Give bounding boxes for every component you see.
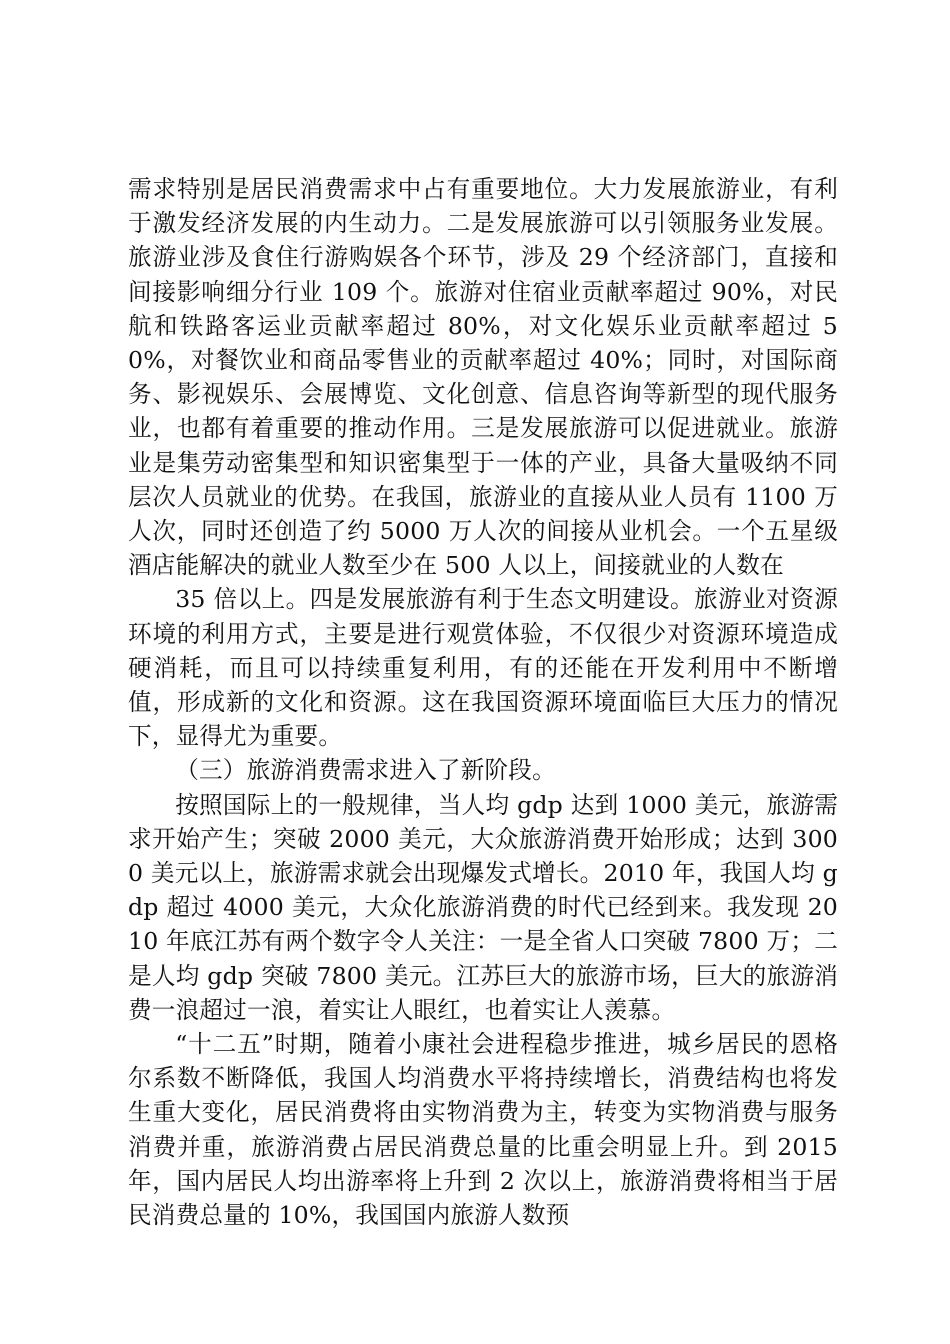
paragraph-continued: 需求特别是居民消费需求中占有重要地位。大力发展旅游业，有利于激发经济发展的内生动力。二是发展旅游可以引领服务业发展。旅游业涉及食住行游购娱各个环节，涉及 29 个经济部门，直接和间接影响细分行业 109 个。旅游对住宿业贡献率超过 90%，对民航和铁路客运业贡献率超过 80%，对文化娱乐业贡献率超过 50%，对餐饮业和商品零售业的贡献率超过 40%；同时，对国际商务、影视娱乐、会展博览、文化创意、信息咨询等新型的现代服务业，也都有着重要的推动作用。三是发展旅游可以促进就业。旅游业是集劳动密集型和知识密集型于一体的产业，具备大量吸纳不同层次人员就业的优势。在我国，旅游业的直接从业人员有 1100 万人次，同时还创造了约 5000 万人次的间接从业机会。一个五星级酒店能解决的就业人数至少在 500 人以上，间接就业的人数在 bbox=[128, 175, 838, 580]
section-heading: （三）旅游消费需求进入了新阶段。 bbox=[175, 756, 556, 785]
paragraph-gdp-rule: 按照国际上的一般规律，当人均 gdp 达到 1000 美元，旅游需求开始产生；突破 2000 美元，大众旅游消费开始形成；达到 3000 美元以上，旅游需求就会出现爆发式增长。2010 年，我国人均 gdp 超过 4000 美元，大众化旅游消费的时代已经到来。我发现 2010 年底江苏有两个数字令人关注：一是全省人口突破 7800 万；二是人均 gdp 突破 7800 美元。江苏巨大的旅游市场，巨大的旅游消费一浪超过一浪，着实让人眼红，也着实让人羡慕。 bbox=[128, 790, 838, 1024]
paragraph-twelfth-five-year: “十二五”时期，随着小康社会进程稳步推进，城乡居民的恩格尔系数不断降低，我国人均消费水平将持续增长，消费结构也将发生重大变化，居民消费将由实物消费为主，转变为实物消费与服务消费并重，旅游消费占居民消费总量的比重会明显上升。到 2015 年，国内居民人均出游率将上升到 2 次以上，旅游消费将相当于居民消费总量的 10%，我国国内旅游人数预 bbox=[128, 1030, 838, 1230]
paragraph-ecology: 35 倍以上。四是发展旅游有利于生态文明建设。旅游业对资源环境的利用方式，主要是进行观赏体验，不仅很少对资源环境造成硬消耗，而且可以持续重复利用，有的还能在开发利用中不断增值，形成新的文化和资源。这在我国资源环境面临巨大压力的情况下，显得尤为重要。 bbox=[128, 585, 838, 751]
document-page bbox=[128, 172, 838, 1232]
